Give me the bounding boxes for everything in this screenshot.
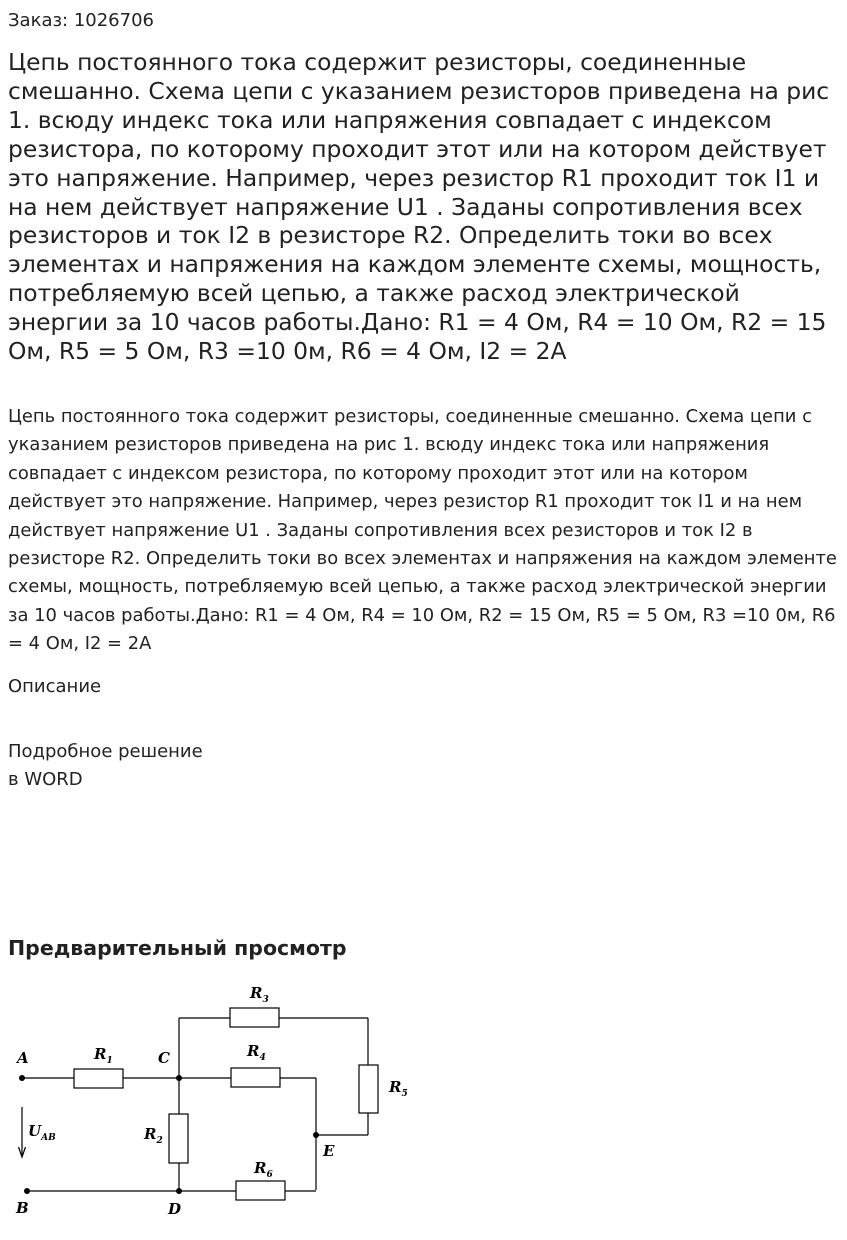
resistor-r5 — [359, 1065, 378, 1113]
resistor-r6 — [236, 1181, 285, 1200]
resistor-r3 — [230, 1008, 279, 1027]
voltage-label — [28, 1122, 56, 1143]
resistor-r5-label: $R_5$ — [389, 1078, 408, 1099]
page-title: Цепь постоянного тока содержит резисторы, соединенные смешанно. Схема цепи с указанием резисторов приведена на рис 1. всюду индекс тока или напряжения совпадает с индексом резистора, по которому проходит этот или на котором действует это напряжение. Например, через резистор R1 проходит ток I1 и на нем действует напряжение U1 . Заданы сопротивления всех резисторов и ток I2 в резисторе R2. Определить токи во всех элементах и напряжения на каждом элементе схемы, мощность, потребляемую всей цепью, а также расход электрической энергии за 10 часов работы.Дано: R1 = 4 Ом, R4 = 10 Ом, R2 = 15 Ом, R5 = 5 Ом, R3 =10 0м, R6 = 4 Ом, I2 = 2А — [8, 48, 830, 366]
node-c-label: C — [158, 1049, 170, 1067]
resistor-r3-label: $R_3$ — [250, 984, 269, 1005]
resistor-r6-label: $R_6$ — [254, 1159, 273, 1180]
resistor-r4-label: $R_4$ — [247, 1042, 266, 1063]
node-e-label: E — [323, 1142, 335, 1160]
circuit-wires — [19, 1018, 369, 1191]
node-e-dot — [313, 1132, 319, 1138]
node-a-label: A — [17, 1049, 29, 1067]
resistor-r2 — [169, 1114, 188, 1163]
description-text — [8, 738, 203, 794]
description-label: Описание — [8, 676, 102, 697]
voltage-label-main: U — [28, 1122, 42, 1140]
resistor-r1-label: $R_1$ — [94, 1045, 113, 1066]
node-b-label: B — [16, 1199, 29, 1217]
description-line-1: Подробное решение — [8, 741, 203, 762]
preview-heading: Предварительный просмотр — [8, 936, 347, 960]
resistor-r1 — [74, 1069, 123, 1088]
node-d-dot — [176, 1188, 182, 1194]
node-a-dot — [19, 1075, 25, 1081]
node-c-dot — [176, 1075, 182, 1081]
order-number: Заказ: 1026706 — [8, 10, 154, 31]
resistor-r4 — [231, 1068, 280, 1087]
node-d-label: D — [168, 1200, 182, 1218]
description-line-2: в WORD — [8, 769, 83, 790]
voltage-label-sub: AB — [41, 1133, 56, 1143]
task-description: Цепь постоянного тока содержит резисторы, соединенные смешанно. Схема цепи с указанием резисторов приведена на рис 1. всюду индекс тока или напряжения совпадает с индексом резистора, по которому проходит этот или на котором действует это напряжение. Например, через резистор R1 проходит ток I1 и на нем действует напряжение U1 . Заданы сопротивления всех резисторов и ток I2 в резисторе R2. Определить токи во всех элементах и напряжения на каждом элементе схемы, мощность, потребляемую всей цепью, а также расход электрической энергии за 10 часов работы.Дано: R1 = 4 Ом, R4 = 10 Ом, R2 = 15 Ом, R5 = 5 Ом, R3 =10 0м, R6 = 4 Ом, I2 = 2А — [8, 406, 837, 655]
circuit-diagram — [0, 975, 420, 1225]
node-b-dot — [24, 1188, 30, 1194]
resistor-r2-label: $R_2$ — [144, 1125, 163, 1146]
